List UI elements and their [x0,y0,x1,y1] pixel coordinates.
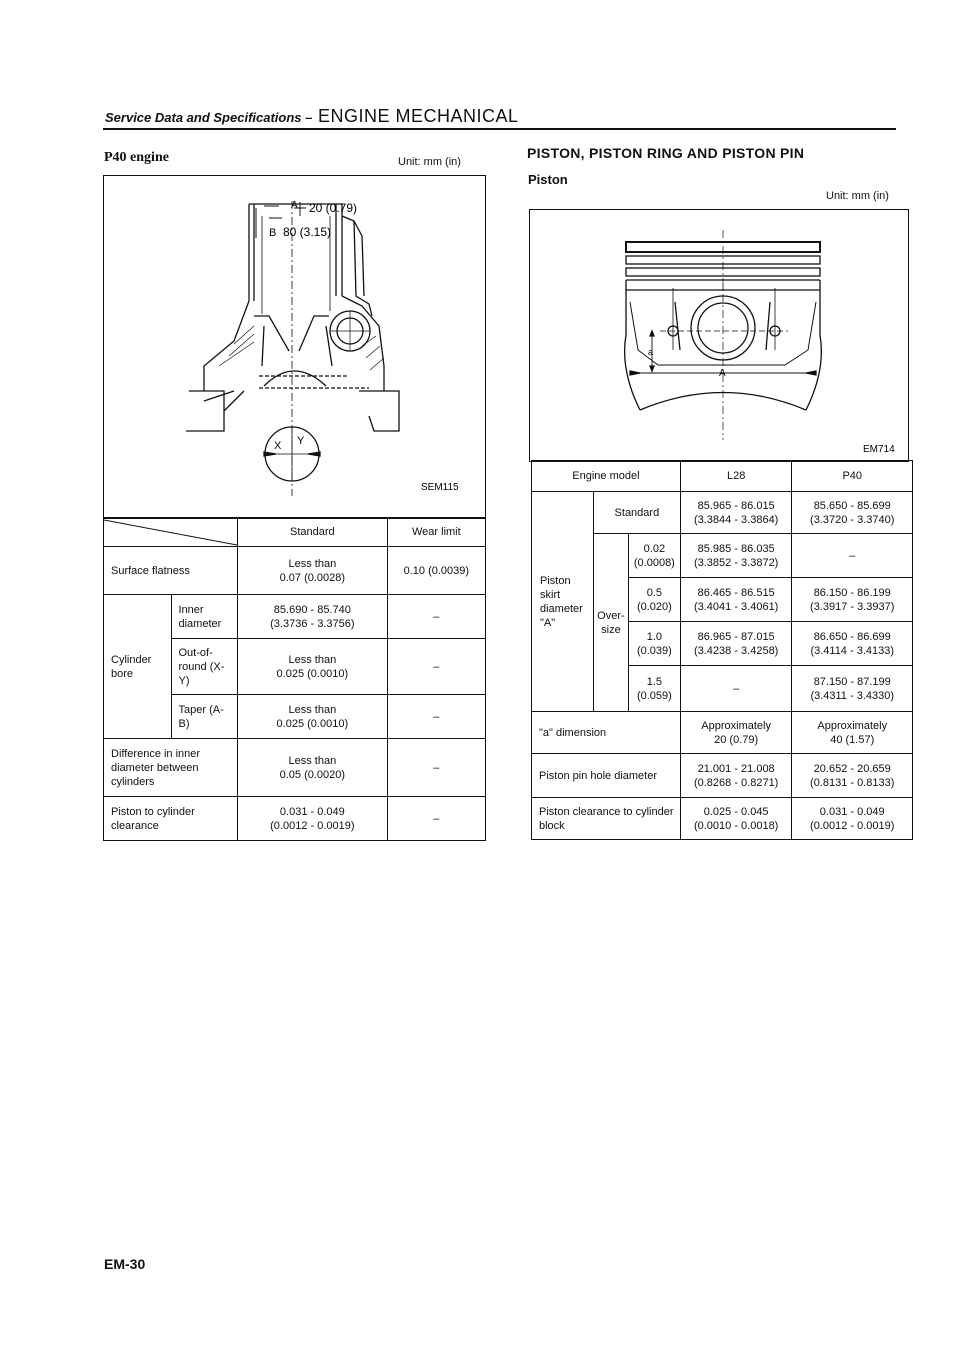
value-line-1: 86.465 - 86.515 [697,586,775,599]
wear-cell: – [387,797,485,841]
value-line-1: 86.150 - 86.199 [813,586,891,599]
row-label: Piston clearance to cylinder block [532,798,681,840]
size-cell [628,666,680,712]
value-line-1: 85.965 - 86.015 [697,499,775,512]
table-row [532,754,913,798]
piston-figure [529,209,909,462]
l28-cell [680,712,792,754]
left-unit-label: Unit: mm (in) [398,156,461,168]
value-line-2: (3.4114 - 3.4133) [810,644,895,657]
standard-cell [238,639,388,695]
standard-line-2: (3.3736 - 3.3756) [270,617,355,630]
standard-cell [238,695,388,739]
wear-cell: 0.10 (0.0039) [387,547,485,595]
running-header [105,106,519,127]
p40-cell [792,578,913,622]
figure-label-b: B [269,227,277,239]
table-row [532,492,913,534]
oversize-label: Over-size [593,534,628,712]
wear-cell: – [387,695,485,739]
standard-cell [238,797,388,841]
p40-cell [792,798,913,840]
l28-cell [680,578,792,622]
size-cell [628,534,680,578]
size-line-1: 0.5 [646,586,663,599]
figure-label-x: X [274,440,282,452]
col-wear-limit-header: Wear limit [387,518,485,547]
standard-line-1: 0.031 - 0.049 [279,805,345,818]
p40-cell [792,754,913,798]
l28-cell [680,492,792,534]
standard-line-1: 85.690 - 85.740 [273,603,351,616]
value-line-1: 85.650 - 85.699 [813,499,891,512]
value-line-2: (3.3844 - 3.3864) [693,513,779,526]
standard-line-2: 0.025 (0.0010) [276,717,349,730]
wear-cell: – [387,595,485,639]
header-section-title: ENGINE MECHANICAL [318,106,519,126]
value-line-1: 87.150 - 87.199 [813,675,891,688]
row-sublabel: Inner diameter [171,595,238,639]
value-line-2: (3.3852 - 3.3872) [693,556,779,569]
figure-label-a: A [291,200,298,211]
value-line-1: 0.031 - 0.049 [819,805,885,818]
table-row [532,712,913,754]
value-line-2: 40 (1.57) [830,733,875,746]
figure-code-em714: EM714 [863,444,895,455]
value-line-2: (0.8131 - 0.8133) [810,776,895,789]
p40-cell: – [792,534,913,578]
size-cell [628,578,680,622]
table-row [104,797,486,841]
value-line-1: Approximately [701,719,771,732]
cylinder-block-figure [103,175,486,519]
size-line-2: (0.059) [636,689,672,702]
l28-cell: – [680,666,792,712]
value-line-1: 20.652 - 20.659 [813,762,891,775]
l28-cell [680,798,792,840]
piston-drawing [530,210,908,461]
diagonal-header-cell [104,518,238,547]
col-standard-header: Standard [238,518,388,547]
value-line-1: 21.001 - 21.008 [697,762,775,775]
value-line-2: (3.4041 - 3.4061) [693,600,779,613]
value-line-1: Approximately [817,719,888,732]
row-sublabel: Out-of-round (X-Y) [171,639,238,695]
standard-line-1: Less than [288,754,337,767]
header-section-label: Service Data and Specifications – [105,110,313,125]
value-line-2: (3.3917 - 3.3937) [810,600,895,613]
figure-dim-a: 20 (0.79) [309,201,358,215]
right-unit-label: Unit: mm (in) [826,190,889,202]
standard-line-2: 0.05 (0.0020) [279,768,346,781]
diagonal-line [104,518,237,546]
row-label: Piston pin hole diameter [532,754,681,798]
table-header-row [532,461,913,492]
figure-code-sem115: SEM115 [421,482,459,493]
piston-subtitle: Piston [528,172,568,187]
figure-dim-b: 80 (3.15) [283,225,332,239]
table-row [104,739,486,797]
col-p40-header: P40 [792,461,913,492]
row-sublabel: Taper (A-B) [171,695,238,739]
row-label: Difference in inner diameter between cylinders [104,739,238,797]
value-line-2: (3.3720 - 3.3740) [810,513,895,526]
cylinder-block-drawing [104,176,485,518]
p40-cell [792,622,913,666]
l28-cell [680,622,792,666]
size-line-2: (0.039) [636,644,672,657]
cylinder-block-spec-table [103,517,486,841]
size-line-2: (0.020) [636,600,672,613]
page-number: EM-30 [104,1256,146,1272]
standard-line-1: Less than [288,653,337,666]
size-cell [628,622,680,666]
p40-cell [792,712,913,754]
standard-cell [238,739,388,797]
wear-cell: – [387,639,485,695]
value-line-1: 86.650 - 86.699 [813,630,891,643]
value-line-2: (0.0010 - 0.0018) [693,819,779,832]
p40-cell [792,492,913,534]
table-row [104,547,486,595]
standard-line-1: Less than [288,703,337,716]
standard-line-2: 0.07 (0.0028) [279,571,346,584]
piston-skirt-label: Piston skirt diameter "A" [532,492,594,712]
figure-label-y: Y [297,435,305,447]
col-l28-header: L28 [680,461,792,492]
row-label: Piston to cylinder clearance [104,797,238,841]
standard-label: Standard [593,492,680,534]
value-line-1: 86.965 - 87.015 [697,630,775,643]
figure-label-small-a: a [648,347,654,357]
row-label: Surface flatness [104,547,238,595]
value-line-2: 20 (0.79) [714,733,759,746]
piston-section-title: PISTON, PISTON RING AND PISTON PIN [527,145,805,161]
value-line-1: 85.985 - 86.035 [697,542,775,555]
col-engine-model-header: Engine model [532,461,681,492]
piston-spec-table [531,460,913,840]
value-line-2: (0.0012 - 0.0019) [810,819,895,832]
value-line-2: (3.4311 - 3.4330) [810,689,895,702]
standard-line-2: 0.025 (0.0010) [276,667,349,680]
table-row [104,595,486,639]
value-line-1: 0.025 - 0.045 [703,805,769,818]
cylinder-bore-label: Cylinder bore [104,595,172,739]
standard-line-2: (0.0012 - 0.0019) [270,819,355,832]
table-row [532,798,913,840]
size-line-1: 0.02 [643,542,666,555]
standard-line-1: Less than [288,557,337,570]
wear-cell: – [387,739,485,797]
value-line-2: (0.8268 - 0.8271) [693,776,779,789]
p40-cell [792,666,913,712]
figure-label-a-dim: A [719,368,726,379]
standard-cell [238,547,388,595]
l28-cell [680,534,792,578]
p40-engine-title: P40 engine [104,150,169,165]
size-line-2: (0.0008) [633,556,675,569]
header-rule [103,128,896,130]
size-line-1: 1.5 [646,675,663,688]
value-line-2: (3.4238 - 3.4258) [693,644,779,657]
table-header-row [104,518,486,547]
row-label: "a" dimension [532,712,681,754]
l28-cell [680,754,792,798]
size-line-1: 1.0 [646,630,663,643]
standard-cell [238,595,388,639]
